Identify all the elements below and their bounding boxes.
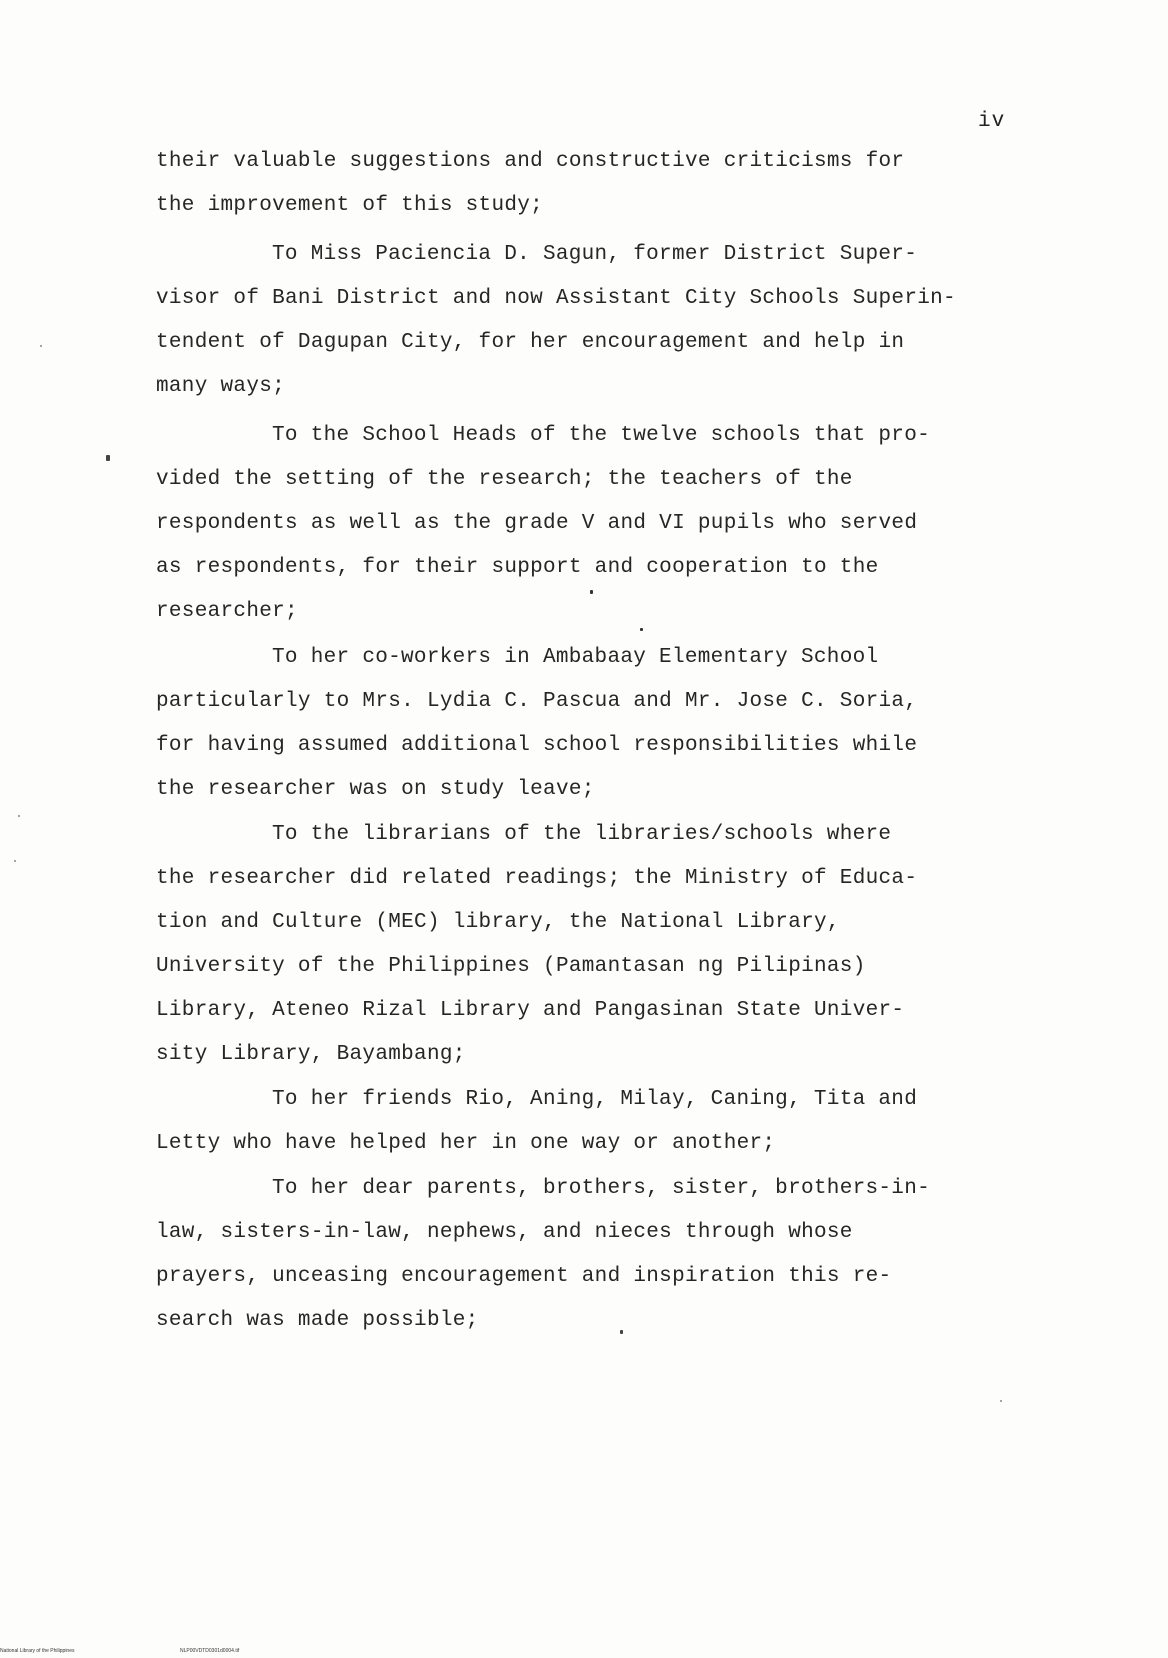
text-line: as respondents, for their support and cooperation to the [156,556,879,579]
text-line: their valuable suggestions and constructive criticisms for [156,150,905,173]
scan-speck [40,345,42,347]
scan-speck [106,455,110,461]
scan-speck [14,860,16,862]
scan-speck [640,628,643,631]
text-line: for having assumed additional school responsibilities while [156,734,918,757]
text-line: To Miss Paciencia D. Sagun, former District Super- [272,243,918,266]
text-line: law, sisters-in-law, nephews, and nieces through whose [156,1221,853,1244]
scan-speck [18,815,20,817]
text-line: University of the Philippines (Pamantasan ng Pilipinas) [156,955,866,978]
text-line: To the librarians of the libraries/schools where [272,823,892,846]
scan-speck [590,590,593,594]
text-line: Letty who have helped her in one way or another; [156,1132,776,1155]
page-number: iv [978,110,1006,133]
text-line: To the School Heads of the twelve schools that pro- [272,424,931,447]
text-line: the researcher was on study leave; [156,778,595,801]
text-line: prayers, unceasing encouragement and inspiration this re- [156,1265,892,1288]
text-line: tendent of Dagupan City, for her encouragement and help in [156,331,905,354]
text-line: the improvement of this study; [156,194,544,217]
text-line: To her dear parents, brothers, sister, brothers-in- [272,1177,931,1200]
text-line: particularly to Mrs. Lydia C. Pascua and Mr. Jose C. Soria, [156,690,918,713]
text-line: search was made possible; [156,1309,479,1332]
footer-source: National Library of the Philippines [0,1648,75,1654]
text-line: researcher; [156,600,298,623]
footer-file: NLP00VDTD0301d0004.tif [180,1648,240,1654]
text-line: sity Library, Bayambang; [156,1043,466,1066]
text-line: visor of Bani District and now Assistant City Schools Superin- [156,287,956,310]
scan-speck [620,1330,623,1334]
scan-speck [1000,1400,1002,1402]
text-line: vided the setting of the research; the teachers of the [156,468,853,491]
text-line: the researcher did related readings; the Ministry of Educa- [156,867,918,890]
text-line: To her co-workers in Ambabaay Elementary School [272,646,879,669]
text-line: To her friends Rio, Aning, Milay, Caning, Tita and [272,1088,918,1111]
text-line: respondents as well as the grade V and VI pupils who served [156,512,918,535]
text-line: Library, Ateneo Rizal Library and Pangasinan State Univer- [156,999,905,1022]
text-line: tion and Culture (MEC) library, the National Library, [156,911,840,934]
text-line: many ways; [156,375,286,398]
